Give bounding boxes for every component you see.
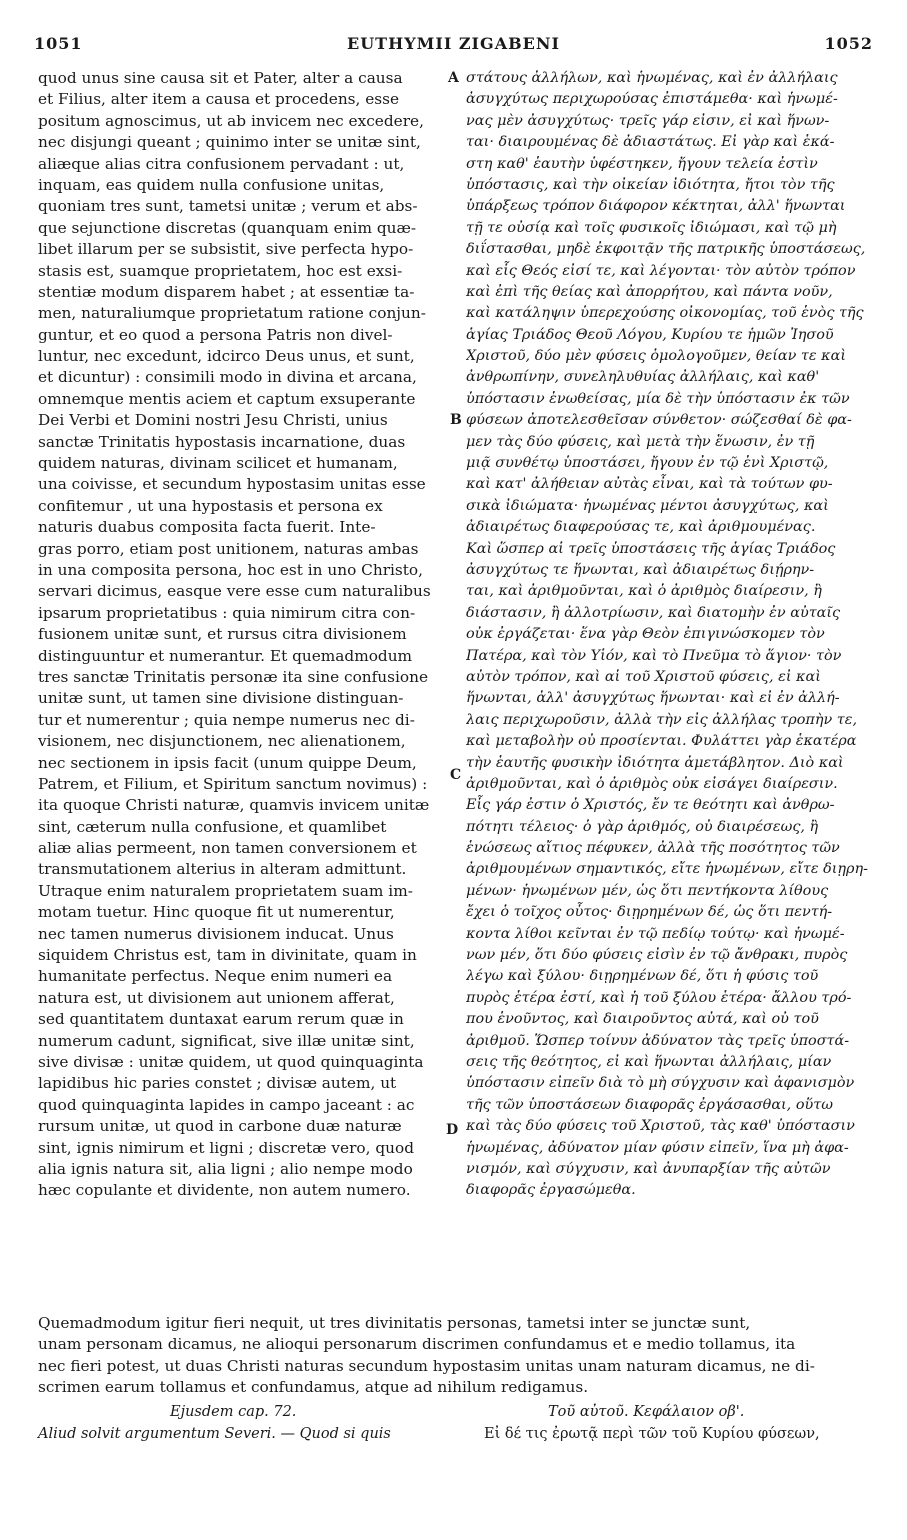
page-number-left: 1051 <box>34 34 83 53</box>
greek-text-line: διαφορᾶς ἐργασώμεθα. <box>466 1182 636 1199</box>
greek-text-line: αὐτὸν τρόπον, καὶ αἱ τοῦ Χριστοῦ φύσεις, εἰ καὶ <box>466 668 821 685</box>
latin-text-line: sed quantitatem duntaxat earum rerum quæ in <box>38 1010 404 1029</box>
latin-text-line: tres sanctæ Trinitatis personæ ita sine confusione <box>38 667 429 686</box>
greek-text-line: πυρὸς ἑτέρα ἐστί, καὶ ἡ τοῦ ξύλου ἑτέρα· ἄλλου τρό- <box>466 989 852 1006</box>
latin-text-line: sint, cæterum nulla confusione, et quamlibet <box>38 817 387 836</box>
greek-text-line: ἑνώσεως αἴτιος πέφυκεν, ἀλλὰ τῆς ποσότητος τῶν <box>466 840 840 857</box>
greek-text-line: φύσεων ἀποτελεσθεῖσαν σύνθετον· σώζεσθαί δὲ φα- <box>466 412 852 429</box>
latin-text-line: transmutationem alterius in alteram admittunt. <box>38 860 407 879</box>
running-title: EUTHYMII ZIGABENI <box>347 34 560 53</box>
greek-text-line: καὶ ἐπὶ τῆς θείας καὶ ἀπορρήτου, καὶ πάντα νοῦν, <box>466 283 833 300</box>
latin-text-line: ita quoque Christi naturæ, quamvis invicem unitæ <box>38 796 430 815</box>
greek-text-line: Εἷς γάρ ἐστιν ὁ Χριστός, ἔν τε θεότητι καὶ ἀνθρω- <box>466 797 835 814</box>
latin-text-line: aliæque alias citra confusionem pervadant : ut, <box>38 154 405 173</box>
greek-text-line: νισμόν, καὶ σύγχυσιν, καὶ ἀνυπαρξίαν τῆς αὐτῶν <box>466 1160 831 1177</box>
greek-text-line: ἁγίας Τριάδος Θεοῦ Λόγου, Κυρίου τε ἡμῶν Ἰησοῦ <box>466 326 834 343</box>
latin-column <box>38 68 444 1202</box>
full-width-text-line: Quemadmodum igitur fieri nequit, ut tres divinitatis personas, tametsi inter se junctæ sunt, <box>38 1314 751 1332</box>
greek-text-line: ἀσυγχύτως περιχωρούσας ἐπιστάμεθα· καὶ ἡνωμέ- <box>466 91 838 108</box>
greek-text-line: ἀδιαιρέτως διαφερούσας τε, καὶ ἀριθμουμένας. <box>466 519 816 536</box>
greek-text-line: σεις τῆς θεότητος, εἰ καὶ ἥνωνται ἀλλήλαις, μίαν <box>466 1053 832 1070</box>
greek-text-line: που ἑνοῦντος, καὶ διαιροῦντος αὐτά, καὶ οὐ τοῦ <box>466 1011 819 1028</box>
greek-text-line: ἀριθμουμένων σημαντικός, εἴτε ἡνωμένων, εἴτε διῃρη- <box>466 861 868 878</box>
greek-text-line: Πατέρα, καὶ τὸν Υἱόν, καὶ τὸ Πνεῦμα τὸ ἅγιον· τὸν <box>466 647 842 664</box>
latin-text-line: confitemur , ut una hypostasis et persona ex <box>38 496 383 515</box>
greek-text-line: καὶ κατ' ἀλήθειαν αὐτὰς εἶναι, καὶ τὰ τούτων φυ- <box>466 476 833 493</box>
greek-text-line: ὑπόστασιν ἑνωθείσας, μία δὲ τὴν ὑπόστασιν ἐκ τῶν <box>466 390 850 407</box>
latin-text-line: omnemque mentis aciem et captum exsuperante <box>38 389 416 408</box>
latin-text-line: positum agnoscimus, ut ab invicem nec excedere, <box>38 111 424 130</box>
greek-text-line: Καὶ ὥσπερ αἱ τρεῖς ὑποστάσεις τῆς ἁγίας Τριάδος <box>466 540 836 557</box>
greek-text-line: νας μὲν ἀσυγχύτως· τρεῖς γάρ εἰσιν, εἰ καὶ ἥνων- <box>466 112 830 129</box>
latin-text-line: siquidem Christus est, tam in divinitate, quam in <box>38 946 417 965</box>
latin-text-line: nec disjungi queant ; quinimo inter se unitæ sint, <box>38 133 421 152</box>
latin-text-line: gras porro, etiam post unitionem, naturas ambas <box>38 539 419 558</box>
greek-text-line: τῇ τε οὐσίᾳ καὶ τοῖς φυσικοῖς ἰδιώμασι, καὶ τῷ μὴ <box>466 219 837 236</box>
latin-text-line: sint, ignis nimirum et ligni ; discretæ vero, quod <box>38 1138 414 1157</box>
latin-text-line: unitæ sunt, ut tamen sine divisione distinguan- <box>38 689 404 708</box>
greek-text-line: καὶ εἷς Θεός εἰσί τε, καὶ λέγονται· τὸν αὐτὸν τρόπον <box>466 262 856 279</box>
greek-text-line: διΐστασθαι, μηδὲ ἐκφοιτᾷν τῆς πατρικῆς ὑποστάσεως, <box>466 241 866 258</box>
greek-text-line: μένων· ἡνωμένων μέν, ὡς ὅτι πεντήκοντα λίθους <box>466 882 829 899</box>
latin-text-line: quidem naturas, divinam scilicet et humanam, <box>38 454 398 473</box>
latin-text-line: naturis duabus composita facta fuerit. Inte- <box>38 518 376 537</box>
latin-text-line: quod quinquaginta lapides in campo jaceant : ac <box>38 1095 415 1114</box>
section-marker-c: C <box>450 767 462 783</box>
page-number-right: 1052 <box>824 34 873 53</box>
latin-text-line: tur et numerentur ; quia nempe numerus nec di- <box>38 710 415 729</box>
greek-text-line: ἀνθρωπίνην, συνεληλυθυίας ἀλλήλαις, καὶ καθ' <box>466 369 820 386</box>
greek-text-line: λαις περιχωροῦσιν, ἀλλὰ τὴν εἰς ἀλλήλας τροπὴν τε, <box>466 711 858 728</box>
greek-text-line: ἀριθμοῦ. Ὥσπερ τοίνυν ἀδύνατον τὰς τρεῖς ὑποστά- <box>466 1032 850 1049</box>
greek-text-line: μιᾷ συνθέτῳ ὑποστάσει, ἤγουν ἐν τῷ ἑνὶ Χριστῷ, <box>466 455 829 472</box>
section-marker-d: D <box>446 1122 459 1138</box>
greek-text-line: σικὰ ἰδιώματα· ἡνωμένας μέντοι ἀσυγχύτως, καὶ <box>466 497 829 514</box>
latin-text-line: guntur, et eo quod a persona Patris non divel- <box>38 325 393 344</box>
greek-text-line: μεν τὰς δύο φύσεις, καὶ μετὰ τὴν ἕνωσιν, ἐν τῇ <box>466 433 815 450</box>
greek-text-line: διάστασιν, ἢ ἀλλοτρίωσιν, καὶ διατομὴν ἐν αὐταῖς <box>466 604 841 621</box>
latin-text-line: men, naturaliumque proprietatum ratione conjun- <box>38 304 426 323</box>
latin-text-line: alia ignis natura sit, alia ligni ; alio nempe modo <box>38 1159 413 1178</box>
latin-text-line: stentiæ modum disparem habet ; at essentiæ ta- <box>38 282 415 301</box>
page-header <box>34 34 873 58</box>
greek-text-line: τῆς τῶν ὑποστάσεων διαφορᾶς ἐργάσασθαι, οὕτω <box>466 1096 833 1113</box>
latin-text-line: nec tamen numerus divisionem inducat. Unus <box>38 924 394 943</box>
greek-text-line: πότητι τέλειος· ὁ γὰρ ἀριθμός, οὐ διαιρέσεως, ἢ <box>466 818 819 835</box>
latin-text-line: distinguuntur et numerantur. Et quemadmodum <box>38 646 413 665</box>
latin-text-line: et Filius, alter item a causa et procedens, esse <box>38 90 400 109</box>
section-marker-b: B <box>450 412 462 428</box>
latin-text-line: ipsarum proprietatibus : quia nimirum citra con- <box>38 603 416 622</box>
latin-text-line: sive divisæ : unitæ quidem, ut quod quinquaginta <box>38 1052 424 1071</box>
greek-text-line: καὶ μεταβολὴν οὐ προσίενται. Φυλάττει γὰρ ἑκατέρα <box>466 733 857 750</box>
latin-text-line: servari dicimus, easque vere esse cum naturalibus <box>38 582 431 601</box>
greek-text-line: ἡνωμένας, ἀδύνατον μίαν φύσιν εἰπεῖν, ἵνα μὴ ἀφα- <box>466 1139 849 1156</box>
greek-text-line: στη καθ' ἑαυτὴν ὑφέστηκεν, ἤγουν τελεία ἐστὶν <box>466 155 818 172</box>
greek-text-line: οὐκ ἐργάζεται· ἕνα γὰρ Θεὸν ἐπιγινώσκομεν τὸν <box>466 626 825 643</box>
full-width-text-line: unam personam dicamus, ne alioqui personarum discrimen confundamus et e medio tollamus, ita <box>38 1335 796 1354</box>
latin-text-line: aliæ alias permeent, non tamen conversionem et <box>38 839 417 858</box>
latin-text-line: rursum unitæ, ut quod in carbone duæ naturæ <box>38 1117 402 1136</box>
latin-text-line: natura est, ut divisionem aut unionem afferat, <box>38 988 395 1007</box>
greek-text-line: ἀριθμοῦνται, καὶ ὁ ἀριθμὸς οὐκ εἰσάγει διαίρεσιν. <box>466 775 838 792</box>
latin-text-line: fusionem unitæ sunt, et rursus citra divisionem <box>38 625 407 644</box>
latin-text-line: sanctæ Trinitatis hypostasis incarnatione, duas <box>38 432 406 451</box>
latin-text-line: Utraque enim naturalem proprietatem suam im- <box>38 881 413 900</box>
greek-text-line: ἀσυγχύτως τε ἥνωνται, καὶ ἀδιαιρέτως διῄρην- <box>466 561 815 578</box>
latin-text-line: et dicuntur) : consimili modo in divina et arcana, <box>38 368 417 387</box>
greek-text-line: καὶ τὰς δύο φύσεις τοῦ Χριστοῦ, τὰς καθ' ὑπόστασιν <box>466 1118 855 1135</box>
latin-text-line: humanitate perfectus. Neque enim numeri ea <box>38 967 393 986</box>
greek-text-line: ἔχει ὁ τοῖχος οὗτος· διῃρημένων δέ, ὡς ὅτι πεντή- <box>466 904 833 921</box>
latin-text-line: una coivisse, et secundum hypostasim unitas esse <box>38 475 426 494</box>
latin-text-line: luntur, nec excedunt, idcirco Deus unus, et sunt, <box>38 347 415 366</box>
greek-text-line: Χριστοῦ, δύο μὲν φύσεις ὁμολογοῦμεν, θείαν τε καὶ <box>466 348 846 365</box>
greek-text-line: νων μέν, ὅτι δύο φύσεις εἰσὶν ἐν τῷ ἄνθρακι, πυρὸς <box>466 947 848 964</box>
greek-tail-line: Εἰ δέ τις ἐρωτᾷ περὶ τῶν τοῦ Κυρίου φύσεων, <box>484 1426 820 1442</box>
latin-text-line: Patrem, et Filium, et Spiritum sanctum novimus) : <box>38 774 428 793</box>
greek-text-line: τὴν ἑαυτῆς φυσικὴν ἰδιότητα ἀμετάβλητον. Διὸ καὶ <box>466 754 844 771</box>
latin-tail-line: Aliud solvit argumentum Severi. — Quod si quis <box>38 1426 391 1442</box>
latin-text-line: hæc copulante et dividente, non autem numero. <box>38 1181 411 1200</box>
latin-text-line: motam tuetur. Hinc quoque fit ut numerentur, <box>38 903 395 922</box>
greek-text-line: ται· διαιρουμένας δὲ ἀδιαστάτως. Εἰ γὰρ καὶ ἑκά- <box>466 134 835 151</box>
greek-text-line: ὑπόστασιν εἰπεῖν διὰ τὸ μὴ σύγχυσιν καὶ ἀφανισμὸν <box>466 1075 855 1092</box>
latin-text-line: libet illarum per se subsistit, sive perfecta hypo- <box>38 240 414 259</box>
greek-column <box>466 68 874 1202</box>
latin-text-line: stasis est, suamque proprietatem, hoc est exsi- <box>38 261 403 280</box>
full-width-text-line: nec fieri potest, ut duas Christi naturas secundum hypostasim unitas unam naturam dicamus, ne di- <box>38 1356 815 1375</box>
latin-text-line: lapidibus hic paries constet ; divisæ autem, ut <box>38 1074 397 1093</box>
greek-text-line: ται, καὶ ἀριθμοῦνται, καὶ ὁ ἀριθμὸς διαίρεσιν, ἢ <box>466 583 822 600</box>
greek-text-line: καὶ κατάληψιν ὑπερεχούσης οἰκονομίας, τοῦ ἑνὸς τῆς <box>466 305 864 322</box>
latin-text-line: visionem, nec disjunctionem, nec alienationem, <box>38 732 406 751</box>
section-marker-a: A <box>448 70 459 86</box>
greek-text-line: ὑπόστασις, καὶ τὴν οἰκείαν ἰδιότητα, ἤτοι τὸν τῆς <box>466 176 835 193</box>
greek-text-line: κοντα λίθοι κεῖνται ἐν τῷ πεδίῳ τούτῳ· καὶ ἡνωμέ- <box>466 925 845 942</box>
latin-text-line: que sejunctione discretas (quanquam enim quæ- <box>38 218 417 237</box>
full-width-paragraph <box>38 1313 874 1399</box>
latin-text-line: Dei Verbi et Domini nostri Jesu Christi, unius <box>38 411 388 430</box>
latin-text-line: quoniam tres sunt, tametsi unitæ ; verum et abs- <box>38 197 418 216</box>
greek-text-line: ὑπάρξεως τρόπον διάφορον κέκτηται, ἀλλ' ἥνωνται <box>466 198 846 215</box>
greek-text-line: ἥνωνται, ἀλλ' ἀσυγχύτως ἥνωνται· καὶ εἰ ἐν ἀλλή- <box>466 690 840 707</box>
latin-text-line: quod unus sine causa sit et Pater, alter a causa <box>38 69 403 87</box>
greek-chapter-caption: Τοῦ αὐτοῦ. Κεφάλαιον οβ'. <box>548 1404 745 1420</box>
latin-chapter-caption: Ejusdem cap. 72. <box>170 1404 297 1420</box>
greek-text-line: λέγω καὶ ξύλου· διῃρημένων δέ, ὅτι ἡ φύσις τοῦ <box>466 968 819 985</box>
latin-text-line: inquam, eas quidem nulla confusione unitas, <box>38 175 385 194</box>
latin-text-line: nec sectionem in ipsis facit (unum quippe Deum, <box>38 753 417 772</box>
full-width-text-line: scrimen earum tollamus et confundamus, atque ad nihilum redigamus. <box>38 1378 589 1397</box>
greek-text-line: στάτους ἀλλήλων, καὶ ἡνωμένας, καὶ ἐν ἀλλήλαις <box>466 70 838 86</box>
latin-text-line: in una composita persona, hoc est in uno Christo, <box>38 560 423 579</box>
latin-text-line: numerum cadunt, significat, sive illæ unitæ sint, <box>38 1031 415 1050</box>
